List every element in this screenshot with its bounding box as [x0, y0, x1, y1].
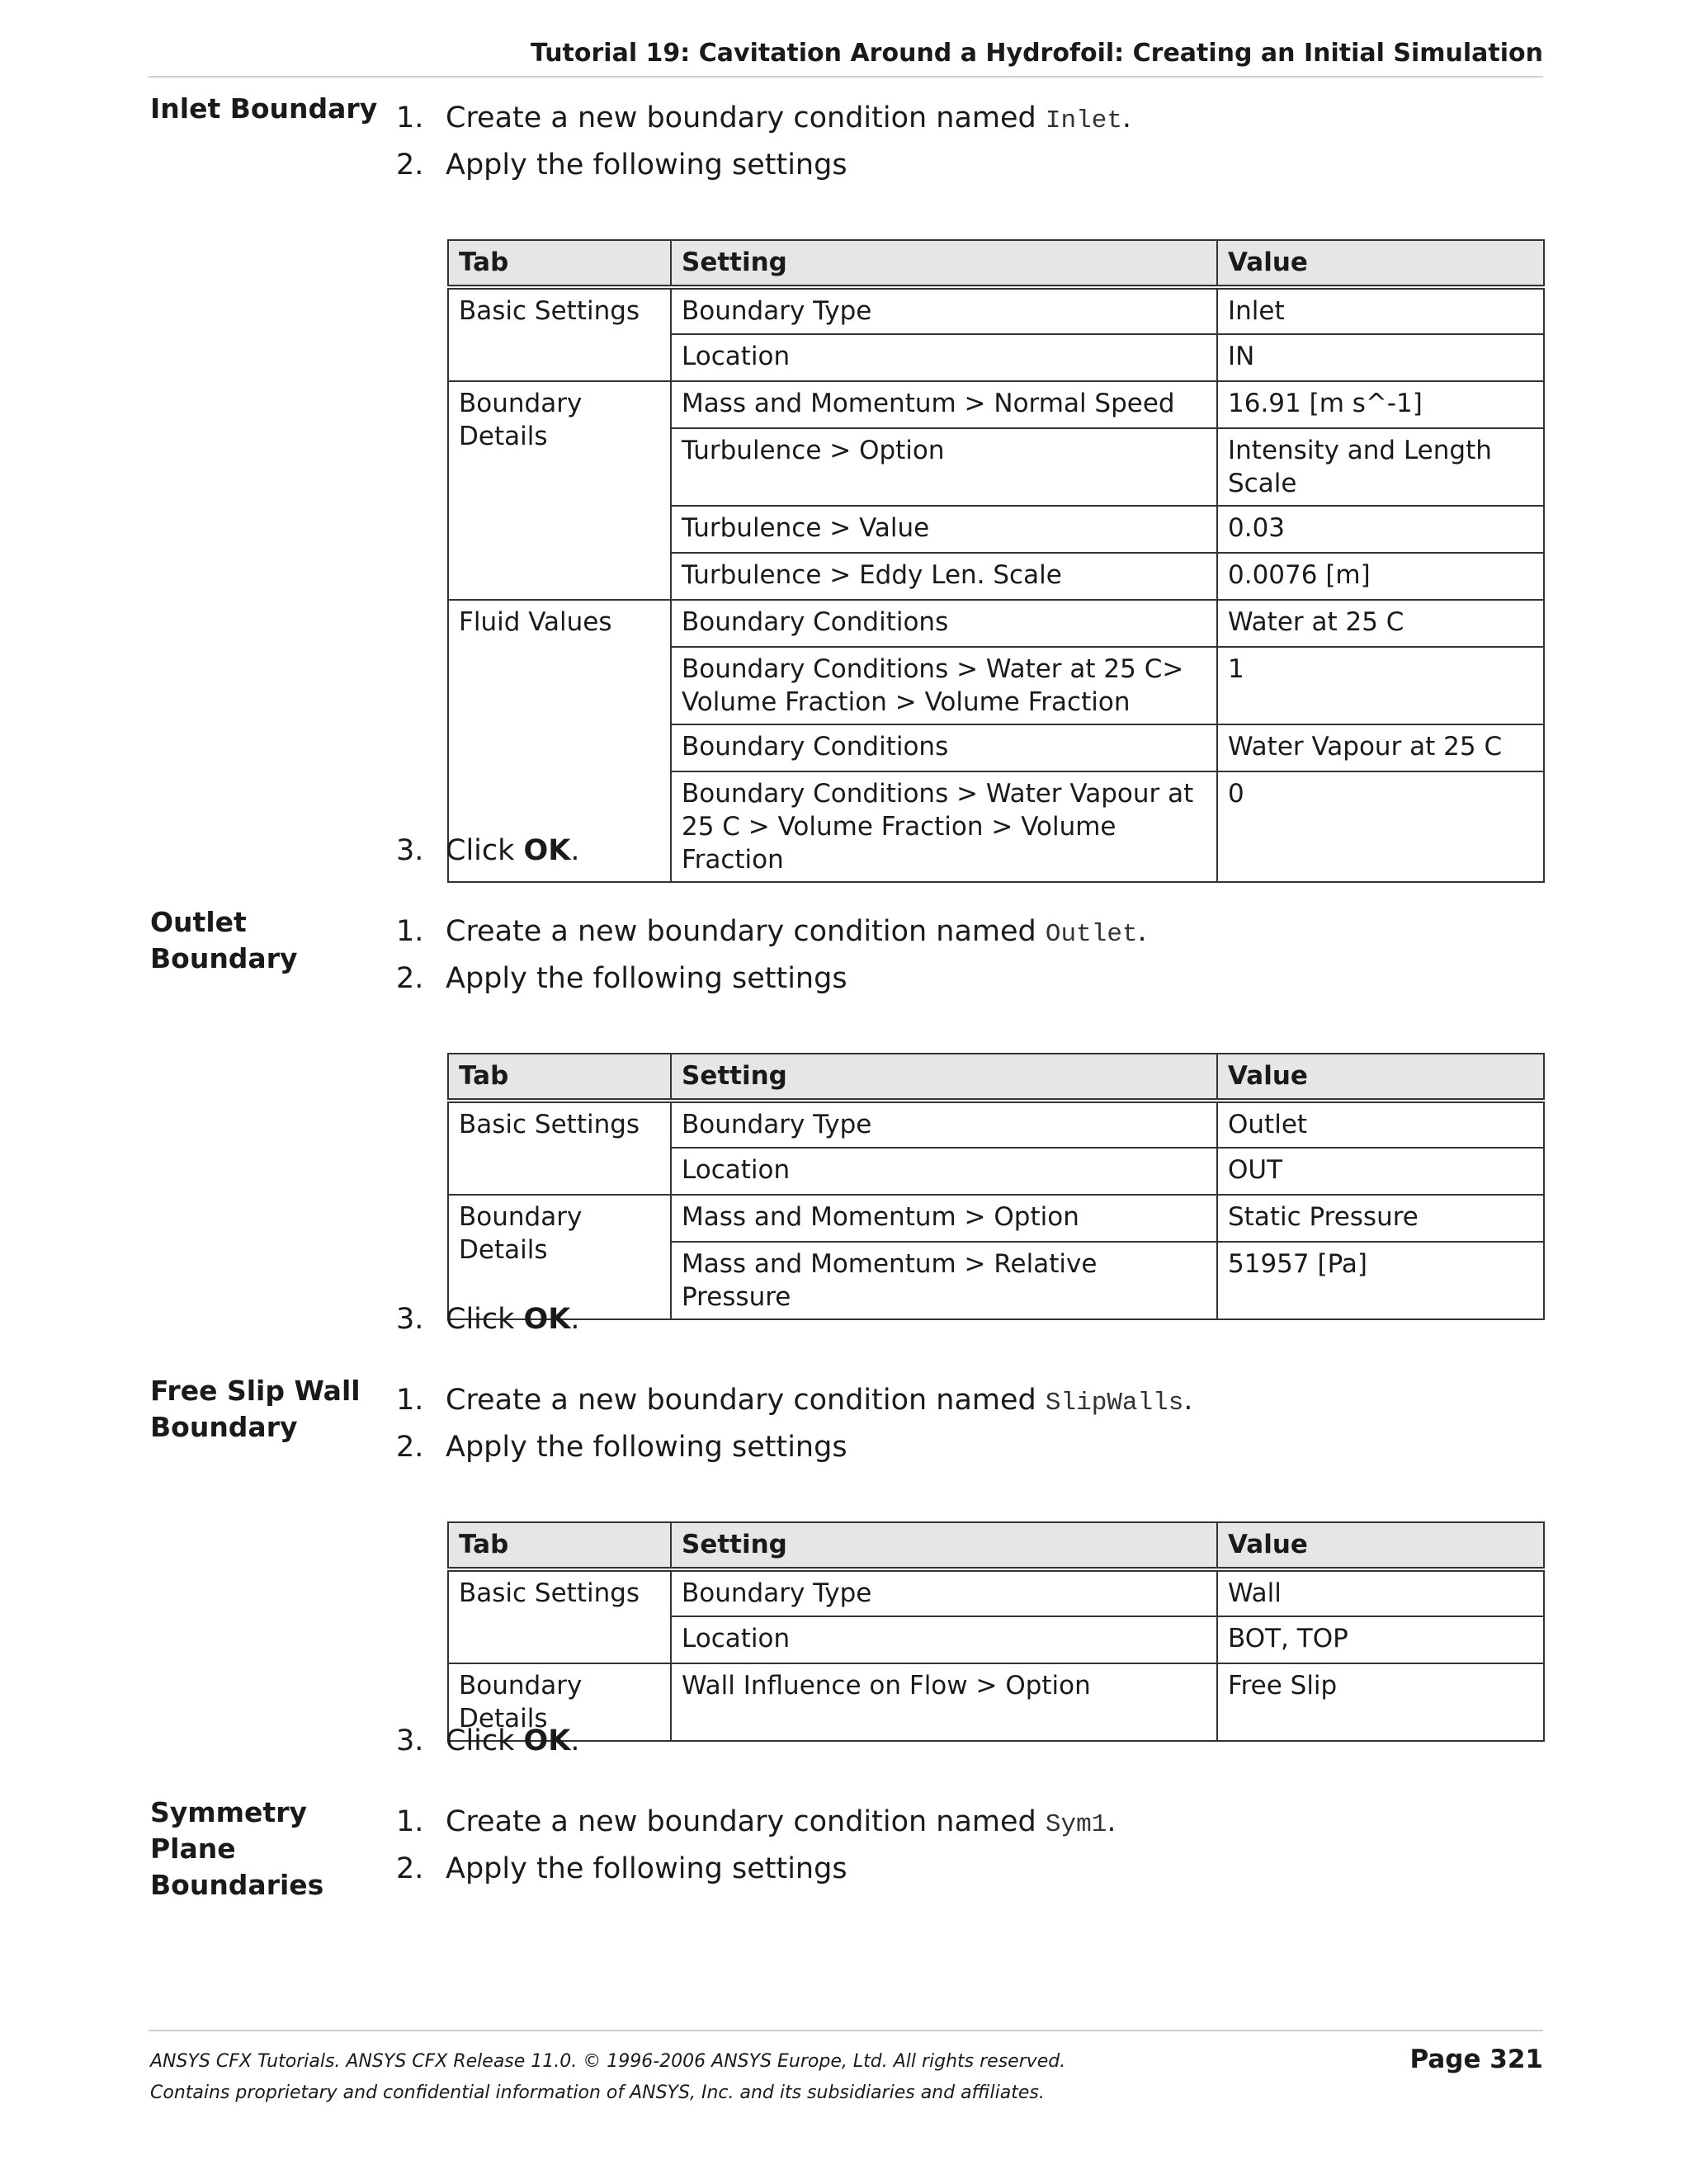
setting-cell: Turbulence > Option: [671, 428, 1217, 506]
running-header: [149, 41, 1543, 78]
setting-cell: Mass and Momentum > Relative Pressure: [671, 1242, 1217, 1319]
setting-cell: Boundary Conditions: [671, 600, 1217, 647]
boundary-name-code: Outlet: [1045, 920, 1138, 949]
section-label: Symmetry Plane Boundaries: [150, 1796, 324, 1901]
column-header-setting: Setting: [671, 1054, 1217, 1101]
value-cell: Static Pressure: [1217, 1195, 1544, 1242]
ok-label: OK: [523, 1724, 571, 1757]
step-1: 1. Create a new boundary condition named SlipWalls.: [396, 1384, 1193, 1417]
tab-cell: Boundary Details: [448, 381, 671, 600]
page-footer: [149, 2030, 1543, 2103]
column-header-value: Value: [1217, 1054, 1544, 1101]
settings-table: [447, 1053, 1545, 1320]
header-title: Tutorial 19: Cavitation Around a Hydrofoil: Creating an Initial Simulation: [531, 39, 1543, 68]
boundary-name-code: Sym1: [1045, 1810, 1107, 1839]
boundary-name-code: SlipWalls: [1045, 1389, 1184, 1417]
table-header-row: [448, 1054, 1544, 1101]
copyright-notice: [150, 2046, 1305, 2109]
column-header-tab: Tab: [448, 1054, 671, 1101]
step-2: 2. Apply the following settings: [396, 1852, 847, 1885]
tab-cell: Basic Settings: [448, 1101, 671, 1195]
setting-cell: Wall Influence on Flow > Option: [671, 1663, 1217, 1741]
step-3: 3. Click OK.: [396, 1303, 580, 1336]
table-row: [448, 1195, 1544, 1242]
setting-cell: Location: [671, 1616, 1217, 1663]
value-cell: Inlet: [1217, 287, 1544, 334]
tab-cell: Boundary Details: [448, 1663, 671, 1741]
value-cell: 51957 [Pa]: [1217, 1242, 1544, 1319]
table-row: [448, 600, 1544, 647]
copyright-line-2: Contains proprietary and confidential information of ANSYS, Inc. and its subsidiaries and affiliates.: [150, 2083, 1045, 2103]
setting-cell: Boundary Conditions > Water Vapour at 25 C > Volume Fraction > Volume Fraction: [671, 771, 1217, 882]
value-cell: 16.91 [m s^-1]: [1217, 381, 1544, 428]
step-3: 3. Click OK.: [396, 1724, 580, 1757]
value-cell: 0: [1217, 771, 1544, 882]
column-header-setting: Setting: [671, 240, 1217, 287]
value-cell: Water Vapour at 25 C: [1217, 724, 1544, 771]
step-2: 2. Apply the following settings: [396, 149, 847, 182]
setting-cell: Boundary Conditions: [671, 724, 1217, 771]
tab-cell: Fluid Values: [448, 600, 671, 882]
value-cell: 0.0076 [m]: [1217, 553, 1544, 600]
table-row: [448, 1101, 1544, 1148]
setting-cell: Location: [671, 1148, 1217, 1195]
step-2: 2. Apply the following settings: [396, 1431, 847, 1464]
table-row: [448, 381, 1544, 428]
setting-cell: Boundary Type: [671, 1101, 1217, 1148]
step-2: 2. Apply the following settings: [396, 962, 847, 995]
tab-cell: Boundary Details: [448, 1195, 671, 1319]
step-1: 1. Create a new boundary condition named Outlet.: [396, 915, 1147, 949]
value-cell: BOT, TOP: [1217, 1616, 1544, 1663]
setting-cell: Boundary Type: [671, 1569, 1217, 1616]
boundary-name-code: Inlet: [1045, 106, 1122, 135]
copyright-line-1: ANSYS CFX Tutorials. ANSYS CFX Release 11.0. © 1996-2006 ANSYS Europe, Ltd. All rights reserved.: [150, 2051, 1066, 2072]
table-header-row: [448, 1522, 1544, 1569]
settings-table: [447, 239, 1545, 883]
value-cell: Free Slip: [1217, 1663, 1544, 1741]
table-row: [448, 1663, 1544, 1741]
setting-cell: Mass and Momentum > Normal Speed: [671, 381, 1217, 428]
value-cell: Water at 25 C: [1217, 600, 1544, 647]
setting-cell: Turbulence > Value: [671, 506, 1217, 553]
value-cell: Wall: [1217, 1569, 1544, 1616]
value-cell: Outlet: [1217, 1101, 1544, 1148]
value-cell: 1: [1217, 647, 1544, 724]
column-header-value: Value: [1217, 1522, 1544, 1569]
table-header-row: [448, 240, 1544, 287]
section-label: Free Slip Wall Boundary: [150, 1375, 361, 1443]
section-label: Inlet Boundary: [150, 92, 378, 125]
step-1: 1. Create a new boundary condition named Sym1.: [396, 1805, 1116, 1839]
tab-cell: Basic Settings: [448, 287, 671, 381]
table-row: [448, 287, 1544, 334]
tab-cell: Basic Settings: [448, 1569, 671, 1663]
value-cell: 0.03: [1217, 506, 1544, 553]
section-label: Outlet Boundary: [150, 906, 298, 974]
setting-cell: Mass and Momentum > Option: [671, 1195, 1217, 1242]
value-cell: Intensity and Length Scale: [1217, 428, 1544, 506]
setting-cell: Boundary Type: [671, 287, 1217, 334]
ok-label: OK: [523, 834, 571, 867]
setting-cell: Turbulence > Eddy Len. Scale: [671, 553, 1217, 600]
column-header-value: Value: [1217, 240, 1544, 287]
step-3: 3. Click OK.: [396, 834, 580, 867]
column-header-setting: Setting: [671, 1522, 1217, 1569]
setting-cell: Location: [671, 334, 1217, 381]
setting-cell: Boundary Conditions > Water at 25 C> Volume Fraction > Volume Fraction: [671, 647, 1217, 724]
ok-label: OK: [523, 1303, 571, 1336]
column-header-tab: Tab: [448, 1522, 671, 1569]
column-header-tab: Tab: [448, 240, 671, 287]
value-cell: OUT: [1217, 1148, 1544, 1195]
value-cell: IN: [1217, 334, 1544, 381]
settings-table: [447, 1521, 1545, 1742]
step-1: 1. Create a new boundary condition named Inlet.: [396, 101, 1132, 135]
table-row: [448, 1569, 1544, 1616]
page-number: Page 321: [1409, 2045, 1543, 2074]
